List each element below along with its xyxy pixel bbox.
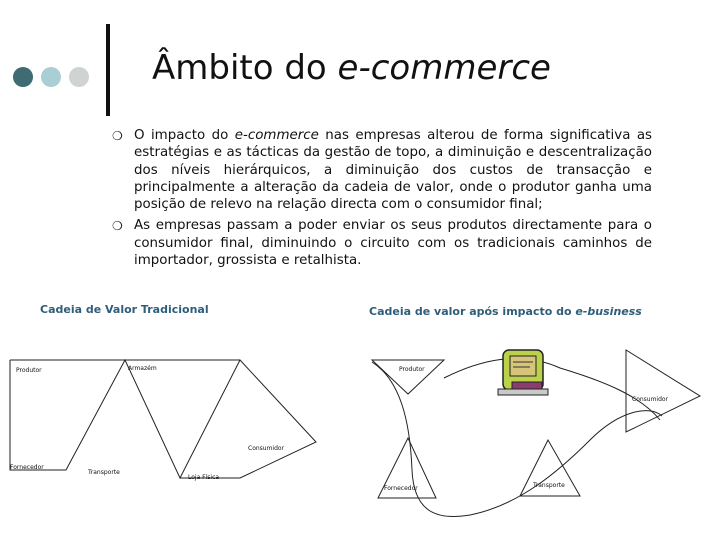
label-fornecedor: Fornecedor: [10, 464, 44, 471]
label-consumidor: Consumidor: [248, 445, 285, 452]
slide-title: Âmbito do e-commerce: [152, 48, 551, 88]
label-fornecedor-eb: Fornecedor: [384, 485, 418, 492]
traditional-chain: [10, 360, 316, 478]
traditional-chain-path: [10, 360, 316, 478]
left-diagram-heading: Cadeia de Valor Tradicional: [40, 303, 209, 316]
bullet-item-2: ❍ As empresas passam a poder enviar os seus produtos directamente para o consumidor final, diminuindo o circuito com os tradicionais caminhos de importador, grossista e retalhista.: [112, 218, 652, 269]
bullet-icon: ❍: [112, 129, 123, 143]
bullet-icon: ❍: [112, 219, 123, 234]
bullet-item-1: ❍ O impacto do e-commerce nas empresas alterou de forma significativa as estratégias e as tácticas da gestão de topo, a diminuição e descentralização dos níveis hierárquicos, a diminuição dos custos de transacção e principalmente a alteração da cadeia de valor, onde o produtor ganha uma posição de relevo na relação directa com o consumidor final;: [112, 128, 653, 213]
label-consumidor-eb: Consumidor: [632, 396, 669, 403]
triangle-consumidor: [626, 350, 700, 432]
computer-icon: [498, 350, 548, 395]
label-loja: Loja Física: [188, 474, 220, 481]
label-produtor-eb: Produtor: [399, 366, 425, 373]
flow-curve: [444, 359, 660, 420]
label-armazem: Armazém: [128, 365, 157, 372]
label-transporte: Transporte: [88, 469, 120, 476]
right-diagram-heading: Cadeia de valor após impacto do e-business: [369, 305, 642, 318]
label-produtor: Produtor: [16, 367, 42, 374]
label-transporte-eb: Transporte: [533, 482, 565, 489]
